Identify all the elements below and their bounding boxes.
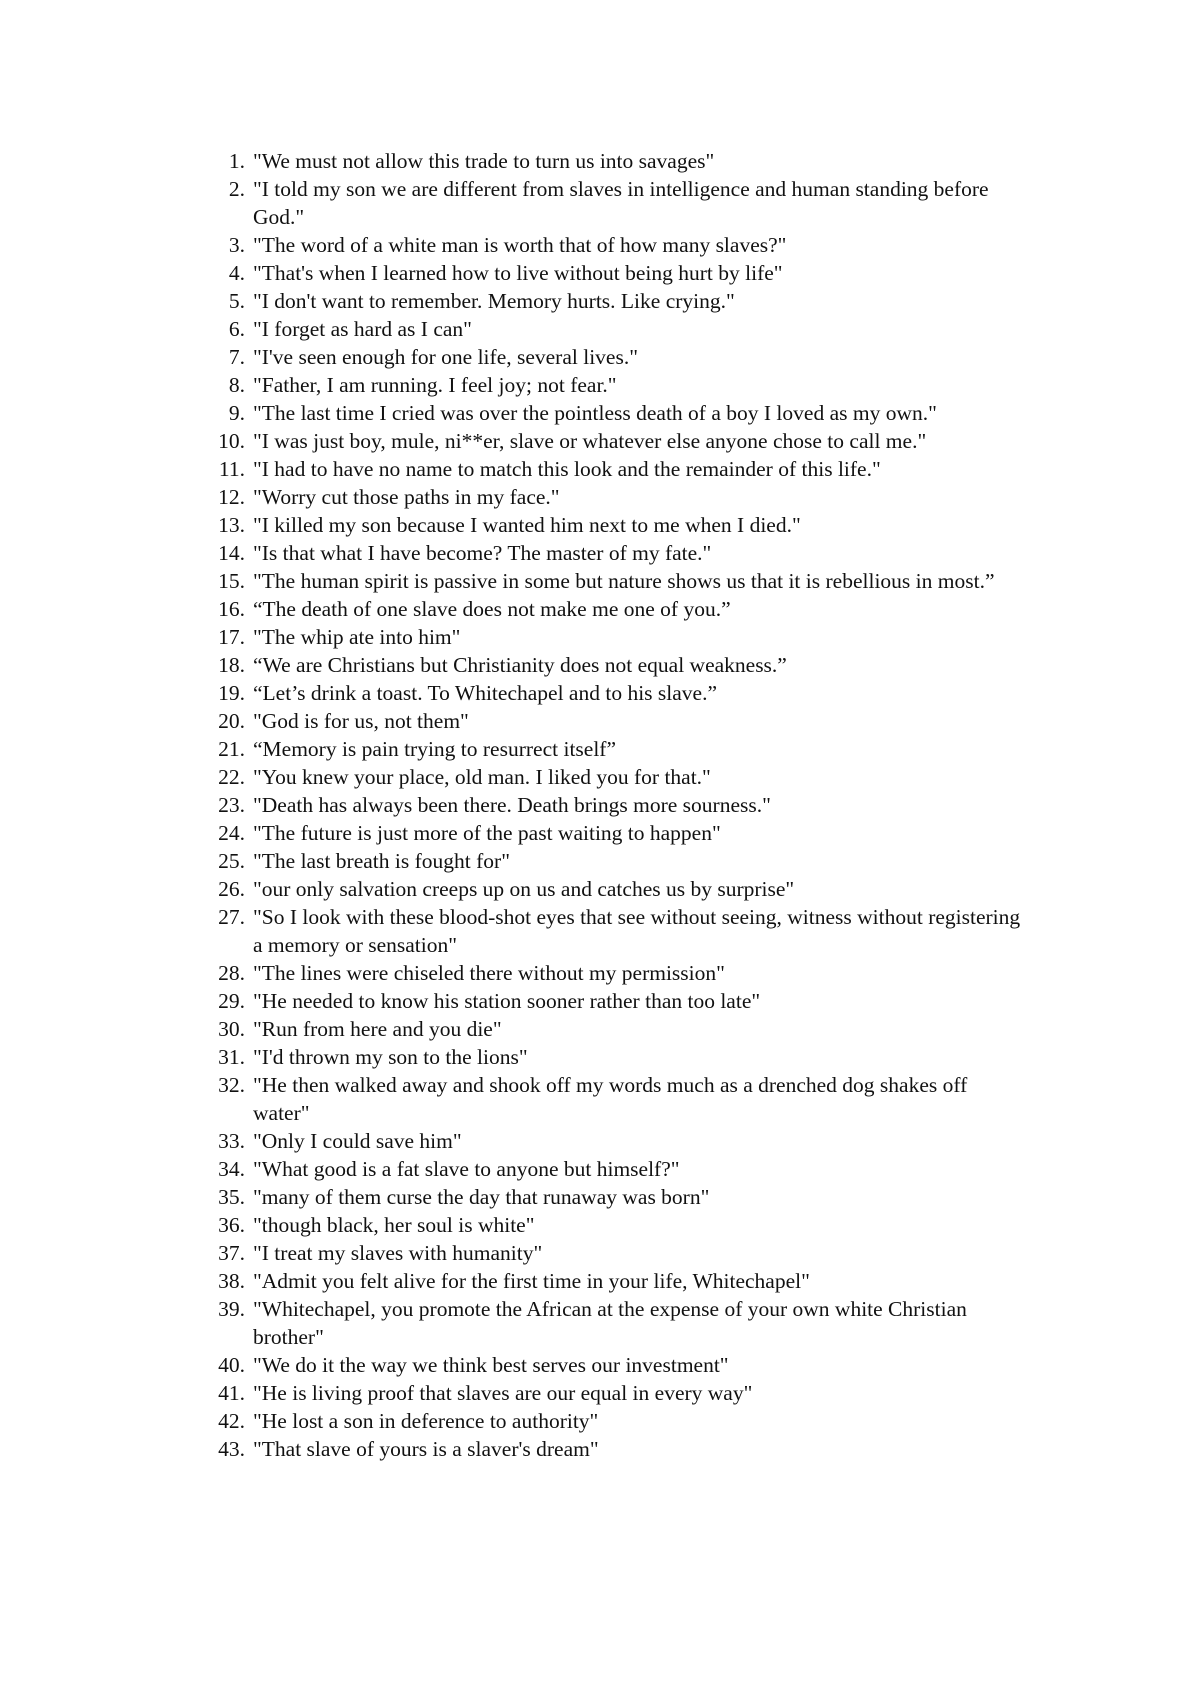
list-item-quote: "The last time I cried was over the pointless death of a boy I loved as my own." [253,401,937,425]
list-item-quote: "That's when I learned how to live without being hurt by life" [253,261,783,285]
list-item-number: 43. [218,1437,245,1461]
list-item-quote: "Father, I am running. I feel joy; not fear." [253,373,617,397]
list-item [0,1407,1200,1435]
list-item-quote: "I had to have no name to match this look and the remainder of this life." [253,457,881,481]
list-item-number: 34. [218,1157,245,1181]
list-item-number: 8. [228,373,245,397]
list-item [0,315,1200,343]
list-item-quote: "The lines were chiseled there without my permission" [253,961,725,985]
list-item-number: 29. [218,989,245,1013]
list-item [0,1043,1200,1071]
list-item [0,1015,1200,1043]
list-item [0,595,1200,623]
list-item [0,1239,1200,1267]
list-item-number: 3. [228,233,245,257]
list-item-quote: "Is that what I have become? The master of my fate." [253,541,712,565]
list-item-number: 28. [218,961,245,985]
list-item-quote: "I was just boy, mule, ni**er, slave or whatever else anyone chose to call me." [253,429,927,453]
list-item-quote: "I'd thrown my son to the lions" [253,1045,528,1069]
list-item-quote: "He needed to know his station sooner rather than too late" [253,989,761,1013]
list-item [0,427,1200,455]
list-item-quote: “Memory is pain trying to resurrect itself” [253,737,617,761]
list-item-quote: "That slave of yours is a slaver's dream" [253,1437,599,1461]
list-item-number: 21. [218,737,245,761]
list-item-number: 40. [218,1353,245,1377]
list-item-number: 27. [218,905,245,929]
list-item-number: 41. [218,1381,245,1405]
list-item-quote: "He lost a son in deference to authority" [253,1409,599,1433]
list-item-number: 12. [218,485,245,509]
list-item-quote: "I told my son we are different from slaves in intelligence and human standing before God." [253,177,989,229]
list-item-quote: "our only salvation creeps up on us and catches us by surprise" [253,877,795,901]
list-item-number: 9. [228,401,245,425]
list-item-number: 38. [218,1269,245,1293]
list-item [0,455,1200,483]
list-item-number: 31. [218,1045,245,1069]
list-item-number: 19. [218,681,245,705]
list-item [0,791,1200,819]
list-item-quote: “We are Christians but Christianity does not equal weakness.” [253,653,787,677]
list-item-number: 10. [218,429,245,453]
list-item-quote: "Only I could save him" [253,1129,462,1153]
list-item [0,819,1200,847]
list-item [0,175,1200,231]
list-item-number: 26. [218,877,245,901]
list-item-number: 15. [218,569,245,593]
list-item-quote: "God is for us, not them" [253,709,469,733]
list-item [0,651,1200,679]
list-item [0,1127,1200,1155]
list-item-quote: "He then walked away and shook off my words much as a drenched dog shakes off water" [253,1073,968,1125]
list-item-number: 23. [218,793,245,817]
list-item-quote: "The human spirit is passive in some but nature shows us that it is rebellious in most.” [253,569,995,593]
list-item-quote: "We must not allow this trade to turn us into savages" [253,149,715,173]
list-item-number: 13. [218,513,245,537]
list-item [0,735,1200,763]
list-item-number: 5. [228,289,245,313]
list-item-quote: "We do it the way we think best serves our investment" [253,1353,729,1377]
list-item-quote: "I treat my slaves with humanity" [253,1241,543,1265]
list-item-number: 37. [218,1241,245,1265]
list-item [0,371,1200,399]
list-item-quote: "The whip ate into him" [253,625,461,649]
list-item [0,147,1200,175]
list-item [0,1267,1200,1295]
list-item [0,399,1200,427]
list-item [0,1155,1200,1183]
list-item [0,1379,1200,1407]
list-item-number: 35. [218,1185,245,1209]
list-item-number: 7. [228,345,245,369]
list-item-number: 30. [218,1017,245,1041]
list-item-quote: "I killed my son because I wanted him next to me when I died." [253,513,801,537]
list-item-number: 42. [218,1409,245,1433]
list-item [0,623,1200,651]
list-item-number: 6. [228,317,245,341]
list-item-number: 39. [218,1297,245,1321]
list-item-number: 32. [218,1073,245,1097]
list-item [0,847,1200,875]
list-item-number: 20. [218,709,245,733]
list-item-quote: "You knew your place, old man. I liked you for that." [253,765,711,789]
list-item-number: 14. [218,541,245,565]
list-item-number: 1. [228,149,245,173]
list-item-number: 4. [228,261,245,285]
list-item-number: 25. [218,849,245,873]
list-item [0,959,1200,987]
list-item [0,763,1200,791]
list-item-number: 33. [218,1129,245,1153]
list-item-number: 17. [218,625,245,649]
list-item [0,567,1200,595]
list-item [0,903,1200,959]
list-item [0,707,1200,735]
list-item-number: 16. [218,597,245,621]
list-item-quote: "Run from here and you die" [253,1017,502,1041]
list-item-quote: “Let’s drink a toast. To Whitechapel and to his slave.” [253,681,718,705]
list-item [0,483,1200,511]
list-item-quote: "He is living proof that slaves are our equal in every way" [253,1381,753,1405]
list-item [0,287,1200,315]
list-item-number: 2. [228,177,245,201]
list-item [0,1071,1200,1127]
list-item-number: 24. [218,821,245,845]
list-item-quote: "Worry cut those paths in my face." [253,485,560,509]
list-item-quote: “The death of one slave does not make me one of you.” [253,597,731,621]
list-item-quote: "Death has always been there. Death brings more sourness." [253,793,771,817]
list-item [0,679,1200,707]
list-item-quote: "I've seen enough for one life, several lives." [253,345,638,369]
list-item [0,539,1200,567]
list-item-quote: "The future is just more of the past waiting to happen" [253,821,721,845]
list-item-quote: "though black, her soul is white" [253,1213,535,1237]
list-item [0,987,1200,1015]
list-item-quote: "I forget as hard as I can" [253,317,472,341]
list-item [0,259,1200,287]
list-item-number: 22. [218,765,245,789]
list-item [0,1295,1200,1351]
list-item [0,511,1200,539]
list-item [0,875,1200,903]
list-item-quote: "many of them curse the day that runaway was born" [253,1185,710,1209]
list-item-number: 18. [218,653,245,677]
list-item [0,343,1200,371]
list-item [0,231,1200,259]
list-item [0,1211,1200,1239]
list-item [0,1351,1200,1379]
list-item-quote: "Admit you felt alive for the first time in your life, Whitechapel" [253,1269,810,1293]
list-item [0,1435,1200,1463]
list-item-quote: "Whitechapel, you promote the African at the expense of your own white Christian brother" [253,1297,967,1349]
list-item-number: 36. [218,1213,245,1237]
list-item-quote: "The word of a white man is worth that of how many slaves?" [253,233,787,257]
list-item-quote: "I don't want to remember. Memory hurts. Like crying." [253,289,735,313]
list-item-number: 11. [218,457,245,481]
list-item-quote: "The last breath is fought for" [253,849,510,873]
list-item [0,1183,1200,1211]
quote-list [0,147,1200,1463]
list-item-quote: "So I look with these blood-shot eyes that see without seeing, witness without registering a memory or sensation" [253,905,1021,957]
list-item-quote: "What good is a fat slave to anyone but himself?" [253,1157,680,1181]
